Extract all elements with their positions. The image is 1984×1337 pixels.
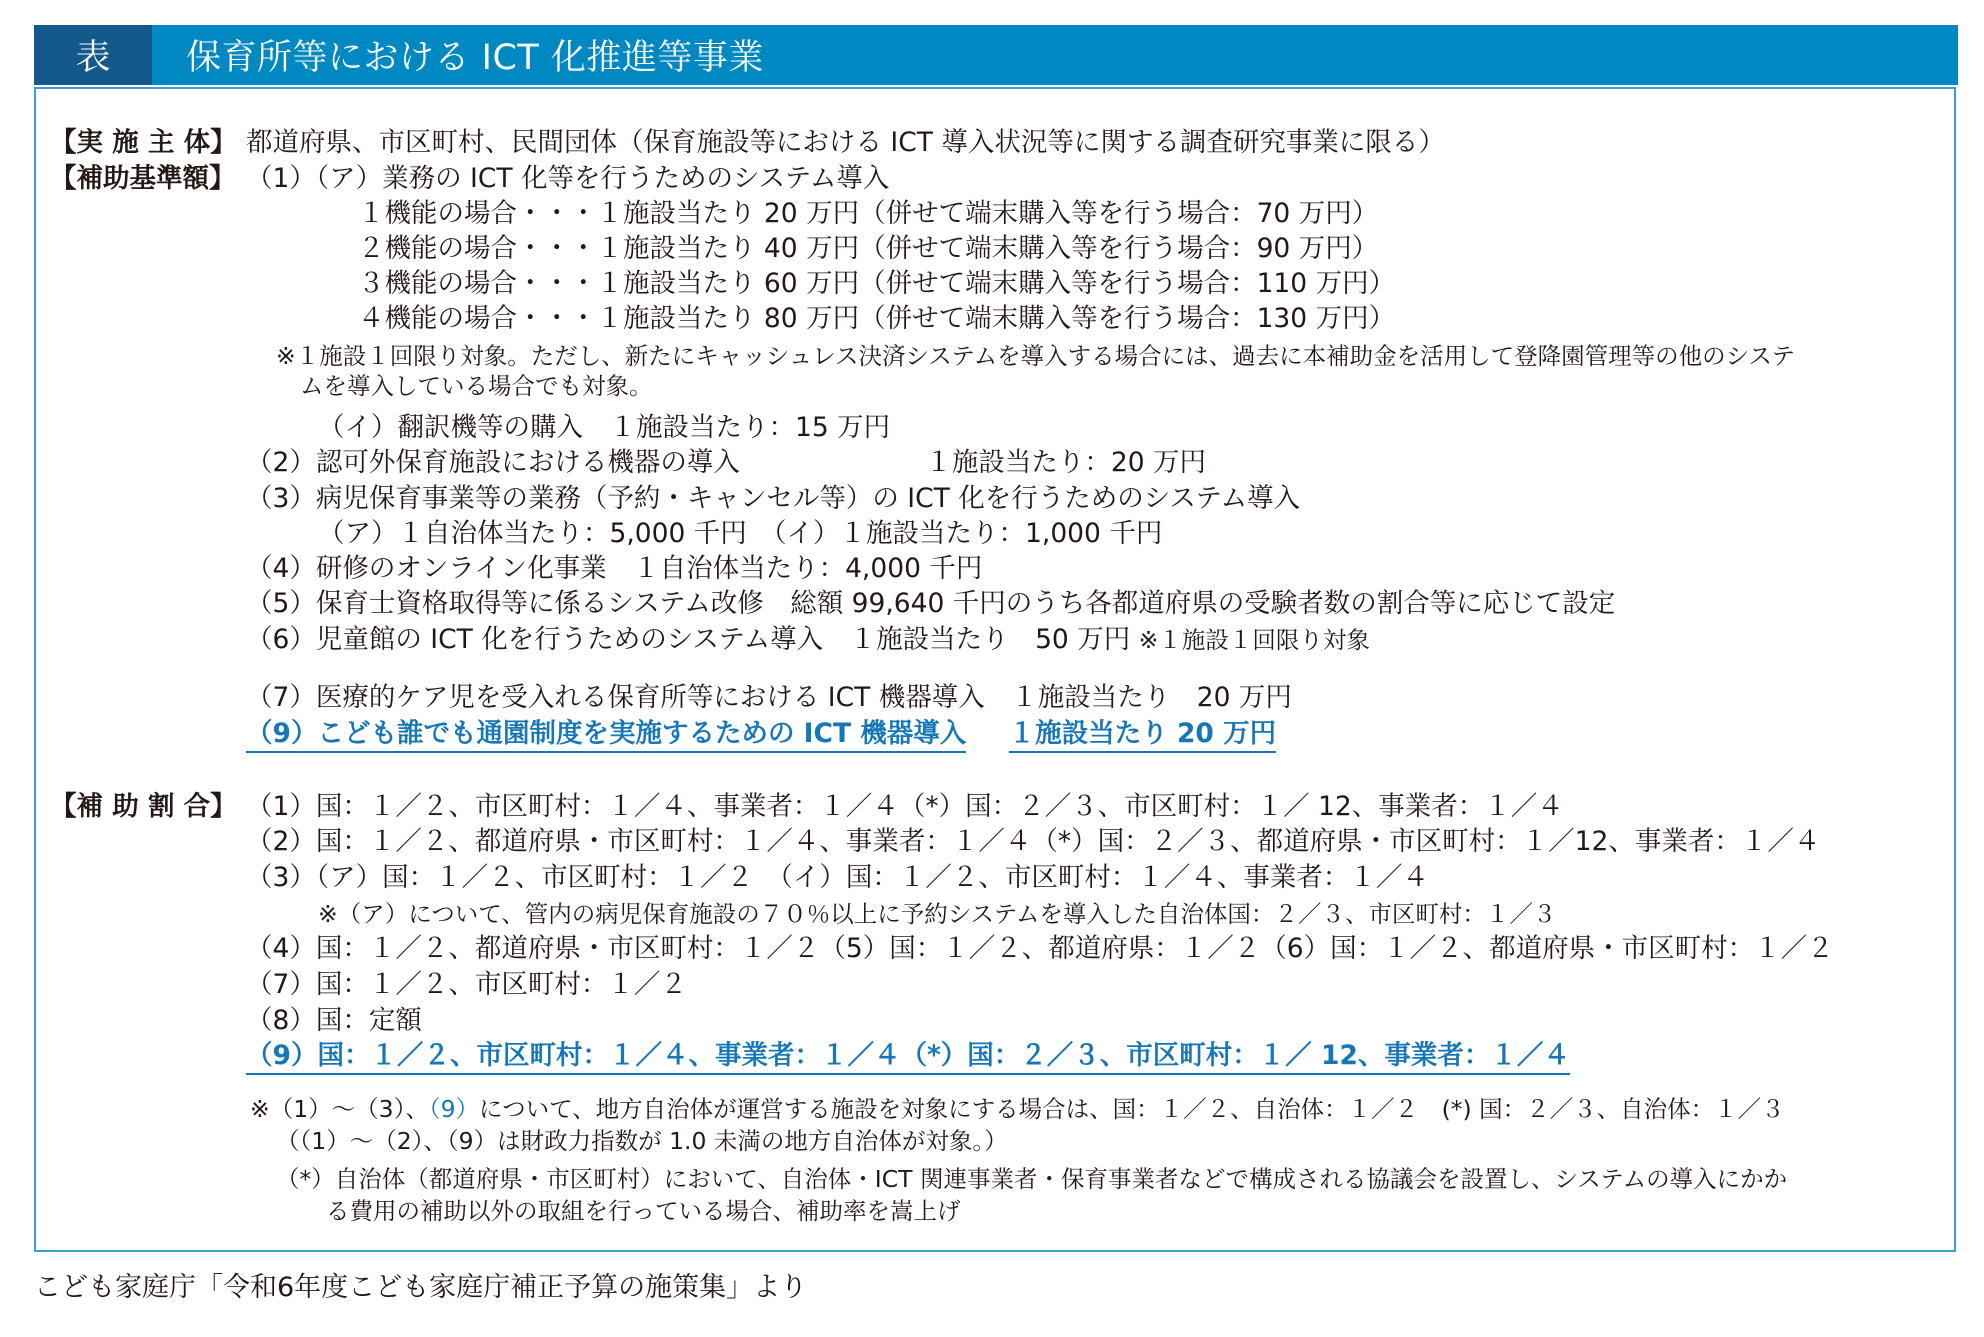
standard-line-item3: （3）病児保育事業等の業務（予約・キャンセル等）の ICT 化を行うためのシステム導入 xyxy=(246,483,1301,514)
note-3: （*）自治体（都道府県・市区町村）において、自治体・ICT 関連事業者・保育事業者などで構成される協議会を設置し、システムの導入にかか xyxy=(276,1165,1788,1193)
table-header xyxy=(34,25,1958,85)
ratio-line-1: （1）国：１／２、市区町村：１／４、事業者：１／４（*）国：２／３、市区町村：１／ 12、事業者：１／４ xyxy=(246,791,1564,822)
standard-line-item6 xyxy=(246,624,1370,656)
note-4: る費用の補助以外の取組を行っている場合、補助率を嵩上げ xyxy=(326,1197,961,1225)
standard-line-3: ２機能の場合・・・１施設当たり 40 万円（併せて端末購入等を行う場合：90 万円） xyxy=(358,233,1379,264)
standard-line-4: ３機能の場合・・・１施設当たり 60 万円（併せて端末購入等を行う場合：110 万円） xyxy=(358,268,1396,299)
ratio-line-3: （3）（ア）国：１／２、市区町村：１／２ （イ）国：１／２、市区町村：１／４、事業者：１／４ xyxy=(246,862,1429,893)
note-2: （（1）～（2）、（9）は財政力指数が 1.0 未満の地方自治体が対象。） xyxy=(276,1127,1008,1155)
entity-label: 【実 施 主 体】 xyxy=(50,127,237,158)
ratio-line-4: （4）国：１／２、都道府県・市区町村：１／２（5）国：１／２、都道府県：１／２（6）国：１／２、都道府県・市区町村：１／２ xyxy=(246,933,1834,964)
ratio-label: 【補 助 割 合】 xyxy=(50,791,237,822)
ratio-line-8: （8）国：定額 xyxy=(246,1005,422,1036)
table-title: 保育所等における ICT 化推進等事業 xyxy=(186,38,764,78)
standard-highlight-a: （9）こども誰でも通園制度を実施するための ICT 機器導入 xyxy=(246,718,966,753)
source-footer: こども家庭庁「令和6年度こども家庭庁補正予算の施策集」より xyxy=(34,1272,808,1303)
standard-line-5: ４機能の場合・・・１施設当たり 80 万円（併せて端末購入等を行う場合：130 万円） xyxy=(358,303,1396,334)
ratio-line-7: （7）国：１／２、市区町村：１／２ xyxy=(246,969,687,1000)
note-1-post: について、地方自治体が運営する施設を対象にする場合は、国：１／２、自治体：１／２ (*) 国：２／３、自治体：１／３ xyxy=(479,1095,1785,1123)
ratio-highlight: （9）国：１／２、市区町村：１／４、事業者：１／４（*）国：２／３、市区町村：１／ 12、事業者：１／４ xyxy=(246,1040,1570,1075)
ratio-line-2: （2）国：１／２、都道府県・市区町村：１／４、事業者：１／４（*）国：２／３、都道府県・市区町村：１／12、事業者：１／４ xyxy=(246,826,1821,857)
standard-note-1: ※１施設１回限り対象。ただし、新たにキャッシュレス決済システムを導入する場合には、過去に本補助金を活用して登降園管理等の他のシステ xyxy=(276,342,1795,370)
standard-label: 【補助基準額】 xyxy=(50,163,236,194)
standard-line-item2: （2）認可外保育施設における機器の導入 １施設当たり：20 万円 xyxy=(246,447,1207,478)
ratio-note-3: ※（ア）について、管内の病児保育施設の７０％以上に予約システムを導入した自治体国：２／３、市区町村：１／３ xyxy=(318,900,1557,928)
ratio-highlight-item9 xyxy=(246,1040,1570,1072)
note-1-pre: ※（1）～（3）、 xyxy=(250,1095,429,1123)
standard-item6-text: （6）児童館の ICT 化を行うためのシステム導入 １施設当たり 50 万円 xyxy=(246,624,1131,655)
standard-line-item5: （5）保育士資格取得等に係るシステム改修 総額 99,640 千円のうち各都道府県の受験者数の割合等に応じて設定 xyxy=(246,588,1616,619)
standard-item6-note: ※１施設１回限り対象 xyxy=(1138,626,1370,654)
standard-line-translation: （イ）翻訳機等の購入 １施設当たり：15 万円 xyxy=(318,412,891,443)
standard-highlight-item9 xyxy=(246,718,1276,750)
standard-line-item7: （7）医療的ケア児を受入れる保育所等における ICT 機器導入 １施設当たり 20 万円 xyxy=(246,682,1292,713)
standard-highlight-b: １施設当たり 20 万円 xyxy=(1009,718,1276,753)
entity-text: 都道府県、市区町村、民間団体（保育施設等における ICT 導入状況等に関する調査研究事業に限る） xyxy=(246,127,1445,158)
note-1-blue: （9） xyxy=(428,1095,480,1123)
standard-line-item3-sub: （ア）１自治体当たり：5,000 千円 （イ）１施設当たり：1,000 千円 xyxy=(318,518,1163,549)
standard-line-2: １機能の場合・・・１施設当たり 20 万円（併せて端末購入等を行う場合：70 万円） xyxy=(358,198,1379,229)
note-1 xyxy=(250,1093,1785,1125)
standard-line-item4: （4）研修のオンライン化事業 １自治体当たり：4,000 千円 xyxy=(246,553,983,584)
standard-note-2: ムを導入している場合でも対象。 xyxy=(300,372,653,400)
table-tag: 表 xyxy=(34,25,152,85)
standard-line-1: （1）（ア）業務の ICT 化等を行うためのシステム導入 xyxy=(246,163,890,194)
